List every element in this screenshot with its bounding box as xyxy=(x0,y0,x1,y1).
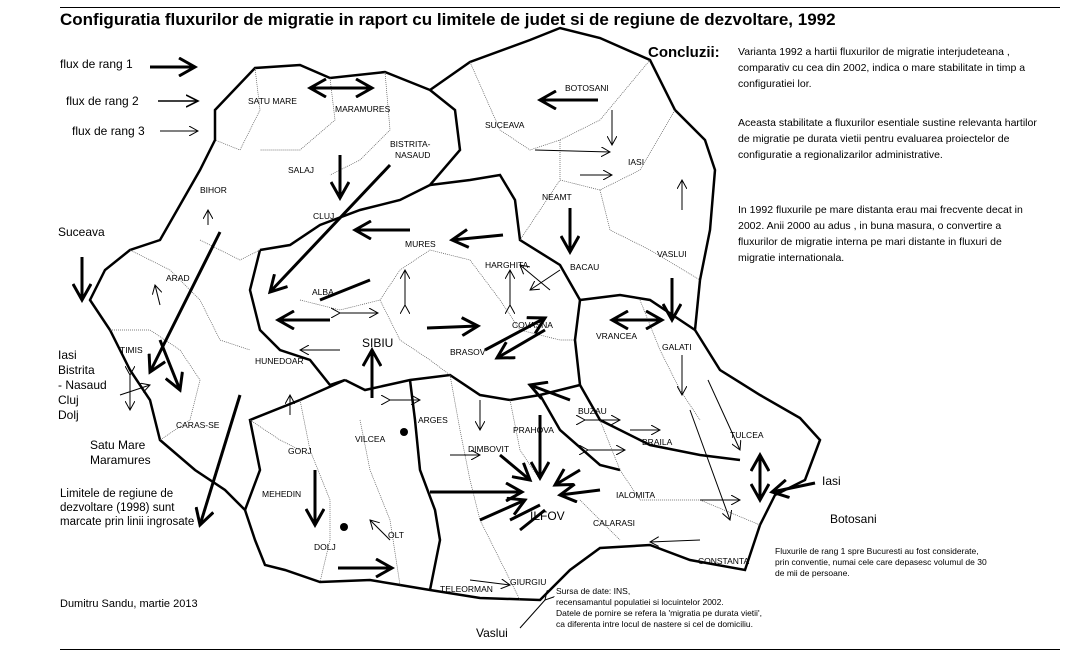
label-vaslui: Vaslui xyxy=(476,626,508,640)
county-label: OLT xyxy=(388,530,404,540)
county-label: ILFOV xyxy=(530,509,565,523)
county-label: DOLJ xyxy=(314,542,336,552)
county-label: BOTOSANI xyxy=(565,83,609,93)
county-label: BACAU xyxy=(570,262,600,272)
label-iasi-east: Iasi xyxy=(822,474,841,488)
county-label: BIHOR xyxy=(200,185,227,195)
county-label: HUNEDOAR xyxy=(255,356,304,366)
county-label: MEHEDIN xyxy=(262,489,302,499)
origin-label: Cluj xyxy=(58,393,79,407)
west-origins-list xyxy=(58,348,107,423)
source-line: Datele de pornire se refera la 'migratia pe durata vietii', xyxy=(556,608,762,618)
origin-label: Dolj xyxy=(58,408,79,422)
county-label: HARGHITA xyxy=(485,260,529,270)
label-satu-mare: Satu Mare xyxy=(90,438,146,452)
county-label: TELEORMAN xyxy=(440,584,493,594)
origin-label: Iasi xyxy=(58,348,77,362)
county-label: ARGES xyxy=(418,415,448,425)
county-label: CARAS-SE xyxy=(176,420,220,430)
county-label: BRASOV xyxy=(450,347,486,357)
county-label: IALOMITA xyxy=(616,490,656,500)
label-suceava: Suceava xyxy=(58,225,105,239)
label-maramures: Maramures xyxy=(90,453,151,467)
map-title: Configuratia fluxurilor de migratie in raport cu limitele de judet si de regiune de dezvoltare, 1992 xyxy=(60,10,836,29)
county-label: NEAMT xyxy=(542,192,572,202)
origin-label: Bistrita xyxy=(58,363,95,377)
legend-rank2: flux de rang 2 xyxy=(66,94,139,108)
county-label: SIBIU xyxy=(362,336,394,350)
county-label: GORJ xyxy=(288,446,312,456)
city-marker xyxy=(340,523,348,531)
county-label: ARAD xyxy=(166,273,190,283)
county-label: VILCEA xyxy=(355,434,386,444)
county-label: ALBA xyxy=(312,287,334,297)
county-label: PRAHOVA xyxy=(513,425,554,435)
county-label: VASLUI xyxy=(657,249,687,259)
label-botosani-east: Botosani xyxy=(830,512,877,526)
legend-rank3: flux de rang 3 xyxy=(72,124,145,138)
county-label: DIMBOVIT xyxy=(468,444,510,454)
county-label: SATU MARE xyxy=(248,96,297,106)
source-line: Sursa de date: INS, xyxy=(556,586,631,596)
county-label: MARAMURES xyxy=(335,104,391,114)
legend-rank1: flux de rang 1 xyxy=(60,57,133,71)
county-label: BRAILA xyxy=(642,437,673,447)
county-label: CALARASI xyxy=(593,518,636,528)
source-line: recensamantul populatiei si locuintelor 2002. xyxy=(556,597,724,607)
county-label: BISTRITA- xyxy=(390,139,431,149)
region-note: Limitele de regiune de dezvoltare (1998) sunt marcate prin linii ingrosate xyxy=(60,488,195,528)
conclusions-paragraph-2: Aceasta stabilitate a fluxurilor esentiale sustine relevanta hartilor de migratie pe durata vietii pentru evaluarea proiectelor de configuratie a regionalizarilor administrative. xyxy=(738,117,1037,161)
county-label: BUZAU xyxy=(578,406,607,416)
source-note xyxy=(556,586,762,630)
county-label: TIMIS xyxy=(120,345,143,355)
county-label: NASAUD xyxy=(395,150,431,160)
conclusions-heading: Concluzii: xyxy=(648,44,720,61)
county-label: SUCEAVA xyxy=(485,120,525,130)
origin-label: - Nasaud xyxy=(58,378,107,392)
source-line: ca diferenta intre locul de nastere si cel de domiciliu. xyxy=(556,619,754,629)
bucharest-note: Fluxurile de rang 1 spre Bucuresti au fost considerate, prin conventie, numai cele care depasesc volumul de 30 de mii de persoane. xyxy=(775,546,987,578)
county-label: TULCEA xyxy=(730,430,764,440)
county-label: GALATI xyxy=(662,342,692,352)
county-label: IASI xyxy=(628,157,645,167)
conclusions-paragraph-3: In 1992 fluxurile pe mare distanta erau mai frecvente decat in 2002. Anii 2000 au adus , in buna masura, o convertire a fluxurilor de migratie interna pe mari distante in fluxuri de migratie internationala. xyxy=(738,204,1023,264)
county-label: COVASNA xyxy=(512,320,553,330)
county-label: VRANCEA xyxy=(596,331,638,341)
county-label: MURES xyxy=(405,239,436,249)
county-label: CONSTANTA xyxy=(698,556,750,566)
county-label: CLUJ xyxy=(313,211,335,221)
county-labels xyxy=(120,83,764,594)
conclusions-paragraph-1: Varianta 1992 a hartii fluxurilor de migratie interjudeteana , comparativ cu cea din 2002, indica o mare stabilitate in timp a configuratiei lor. xyxy=(738,46,1026,90)
city-marker xyxy=(400,428,408,436)
county-label: GIURGIU xyxy=(510,577,547,587)
author: Dumitru Sandu, martie 2013 xyxy=(60,598,198,610)
county-label: SALAJ xyxy=(288,165,314,175)
